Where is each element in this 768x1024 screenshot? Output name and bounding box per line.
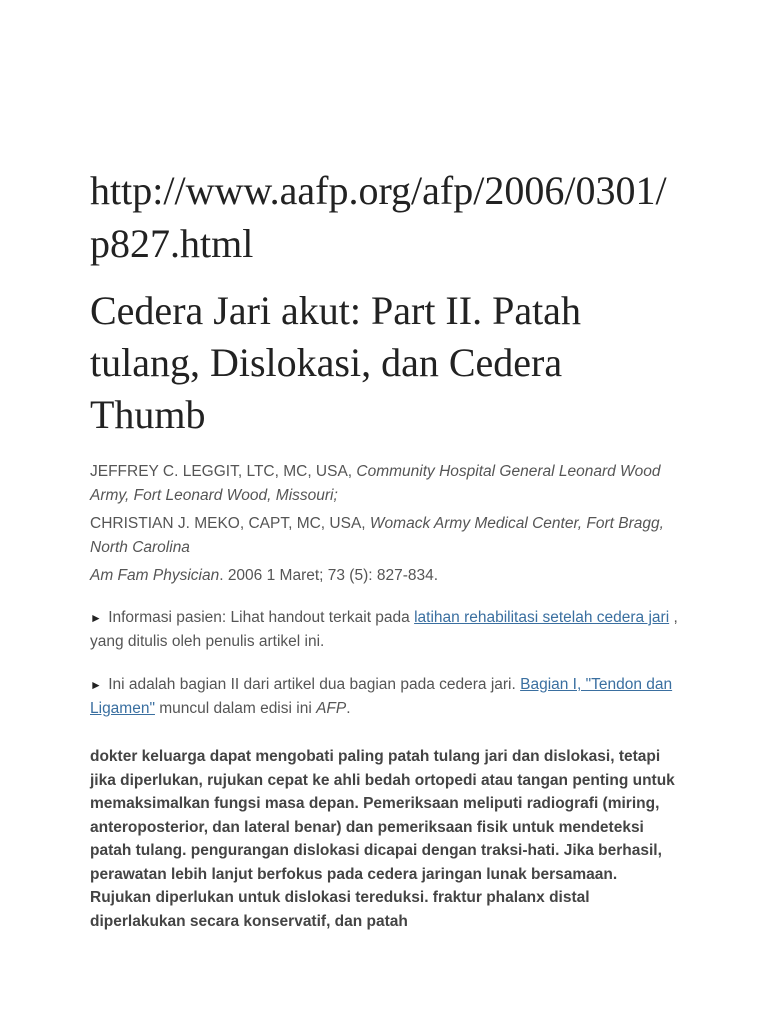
note-text: Ini adalah bagian II dari artikel dua bagian pada cedera jari. <box>108 676 521 693</box>
journal-name: Am Fam Physician <box>90 567 220 584</box>
author-list <box>90 460 678 560</box>
author-affiliation: Womack Army Medical Center, Fort Bragg, North Carolina <box>90 515 664 556</box>
abstract-text: dokter keluarga dapat mengobati paling patah tulang jari dan dislokasi, tetapi jika diperlukan, rujukan cepat ke ahli bedah ortopedi atau tangan penting untuk memaksimalkan fungsi masa depan. Pemeriksaan meliputi radiografi (miring, anteroposterior, dan lateral benar) dan pemeriksaan fisik untuk mendeteksi patah tulang. pengurangan dislokasi dicapai dengan traksi-hati. Jika berhasil, perawatan lebih lanjut berfokus pada cedera jaringan lunak bersamaan. Rujukan diperlukan untuk dislokasi tereduksi. fraktur phalanx distal diperlakukan secara konservatif, dan patah <box>90 748 675 930</box>
part-one-link[interactable]: Bagian I, "Tendon dan Ligamen" <box>90 676 673 717</box>
author-entry <box>90 460 678 508</box>
note-patient-info <box>90 606 678 654</box>
rehab-handout-link[interactable]: latihan rehabilitasi setelah cedera jari <box>414 609 670 626</box>
note-part-one <box>90 673 678 721</box>
article-title: Cedera Jari akut: Part II. Patah tulang, Dislokasi, dan Cedera Thumb <box>90 288 581 437</box>
triangle-right-icon: ► <box>90 611 102 625</box>
author-entry <box>90 512 678 560</box>
author-name: JEFFREY C. LEGGIT, LTC, MC, USA, <box>90 463 353 480</box>
note-text: , yang ditulis oleh penulis artikel ini. <box>90 609 678 650</box>
triangle-right-icon: ► <box>90 678 102 692</box>
citation <box>90 564 678 588</box>
author-affiliation: Community Hospital General Leonard Wood Army, Fort Leonard Wood, Missouri; <box>90 463 661 504</box>
citation-details: . 2006 1 Maret; 73 (5): 827-834. <box>219 567 439 584</box>
author-name: CHRISTIAN J. MEKO, CAPT, MC, USA, <box>90 515 366 532</box>
source-url: http://www.aafp.org/afp/2006/0301/p827.html <box>90 168 667 266</box>
note-text: . <box>346 700 351 717</box>
note-text: Informasi pasien: Lihat handout terkait pada <box>108 609 415 626</box>
journal-abbrev: AFP <box>316 700 347 717</box>
note-text: muncul dalam edisi ini <box>154 700 317 717</box>
